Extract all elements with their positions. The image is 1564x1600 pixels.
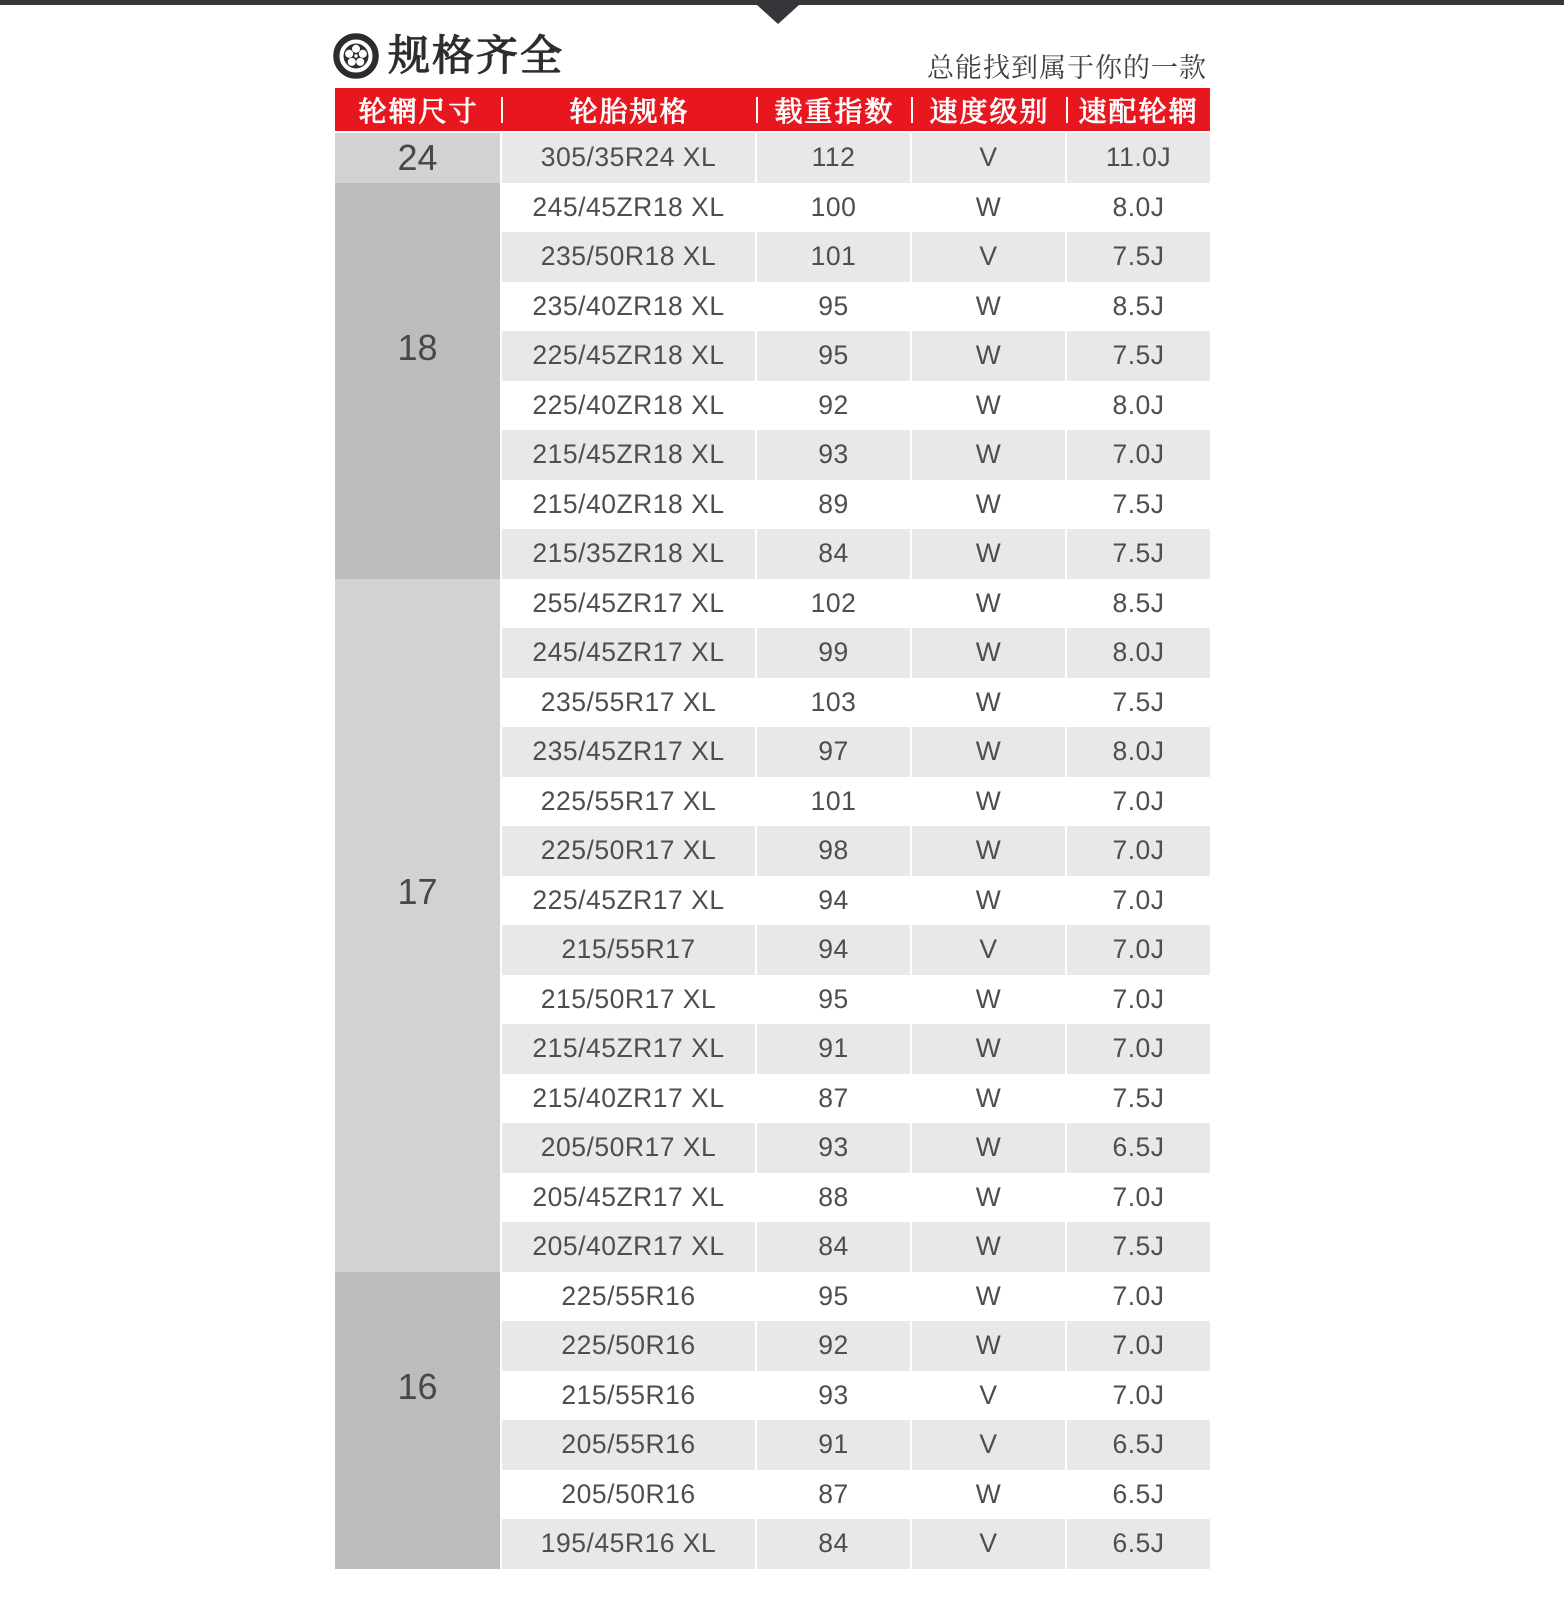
rim-match-cell: 6.5J <box>1067 1470 1210 1520</box>
load-index-cell: 101 <box>757 777 910 827</box>
rim-match-cell: 7.0J <box>1067 975 1210 1025</box>
tire-spec-cell: 215/35ZR18 XL <box>502 529 755 579</box>
speed-rating-cell: W <box>912 331 1065 381</box>
rim-match-cell: 7.5J <box>1067 1222 1210 1272</box>
tire-spec-cell: 215/50R17 XL <box>502 975 755 1025</box>
load-index-cell: 101 <box>757 232 910 282</box>
tire-spec-cell: 205/45ZR17 XL <box>502 1173 755 1223</box>
rim-match-cell: 6.5J <box>1067 1420 1210 1470</box>
load-index-cell: 95 <box>757 331 910 381</box>
tire-spec-cell: 235/55R17 XL <box>502 678 755 728</box>
load-index-cell: 91 <box>757 1420 910 1470</box>
tire-spec-cell: 225/45ZR17 XL <box>502 876 755 926</box>
tire-spec-cell: 205/50R16 <box>502 1470 755 1520</box>
load-index-cell: 91 <box>757 1024 910 1074</box>
speed-rating-cell: V <box>912 232 1065 282</box>
tire-spec-cell: 225/55R17 XL <box>502 777 755 827</box>
rim-match-cell: 7.5J <box>1067 232 1210 282</box>
speed-rating-cell: W <box>912 1272 1065 1322</box>
speed-rating-cell: V <box>912 1371 1065 1421</box>
rim-match-cell: 7.5J <box>1067 331 1210 381</box>
speed-rating-cell: W <box>912 628 1065 678</box>
load-index-cell: 99 <box>757 628 910 678</box>
load-index-cell: 98 <box>757 826 910 876</box>
load-index-cell: 103 <box>757 678 910 728</box>
speed-rating-cell: W <box>912 876 1065 926</box>
rim-match-cell: 7.5J <box>1067 529 1210 579</box>
tire-spec-cell: 225/55R16 <box>502 1272 755 1322</box>
speed-rating-cell: W <box>912 529 1065 579</box>
column-header-speed-rating: 速度级别 <box>912 88 1067 131</box>
column-header-rim-match: 速配轮辋 <box>1067 88 1210 131</box>
table-body <box>335 133 1210 1569</box>
speed-rating-cell: V <box>912 1519 1065 1569</box>
rim-match-cell: 7.0J <box>1067 1024 1210 1074</box>
speed-rating-cell: W <box>912 1173 1065 1223</box>
rim-match-cell: 8.5J <box>1067 282 1210 332</box>
tire-spec-cell: 235/40ZR18 XL <box>502 282 755 332</box>
tire-spec-cell: 245/45ZR17 XL <box>502 628 755 678</box>
load-index-cell: 87 <box>757 1470 910 1520</box>
speed-rating-cell: W <box>912 1074 1065 1124</box>
rim-size-cell: 24 <box>335 133 500 183</box>
speed-rating-cell: V <box>912 1420 1065 1470</box>
tire-spec-cell: 215/45ZR17 XL <box>502 1024 755 1074</box>
speed-rating-cell: W <box>912 579 1065 629</box>
load-index-cell: 100 <box>757 183 910 233</box>
rim-match-cell: 7.0J <box>1067 430 1210 480</box>
rim-match-cell: 11.0J <box>1067 133 1210 183</box>
rim-match-cell: 7.5J <box>1067 1074 1210 1124</box>
load-index-cell: 95 <box>757 282 910 332</box>
tire-spec-cell: 205/50R17 XL <box>502 1123 755 1173</box>
tire-spec-cell: 235/45ZR17 XL <box>502 727 755 777</box>
load-index-cell: 95 <box>757 975 910 1025</box>
tire-spec-cell: 205/55R16 <box>502 1420 755 1470</box>
rim-size-cell: 17 <box>335 579 500 1272</box>
rim-match-cell: 8.0J <box>1067 727 1210 777</box>
tire-spec-cell: 245/45ZR18 XL <box>502 183 755 233</box>
rim-match-cell: 7.5J <box>1067 480 1210 530</box>
speed-rating-cell: W <box>912 183 1065 233</box>
load-index-cell: 84 <box>757 529 910 579</box>
tire-spec-cell: 215/40ZR18 XL <box>502 480 755 530</box>
tire-spec-cell: 195/45R16 XL <box>502 1519 755 1569</box>
down-arrow-icon <box>757 5 799 24</box>
rim-match-cell: 8.5J <box>1067 579 1210 629</box>
rim-match-cell: 6.5J <box>1067 1123 1210 1173</box>
load-index-cell: 92 <box>757 381 910 431</box>
tire-spec-table <box>335 88 1210 1569</box>
load-index-cell: 93 <box>757 430 910 480</box>
section-header <box>333 33 564 79</box>
speed-rating-cell: W <box>912 678 1065 728</box>
speed-rating-cell: W <box>912 282 1065 332</box>
load-index-cell: 97 <box>757 727 910 777</box>
rim-match-cell: 7.0J <box>1067 777 1210 827</box>
speed-rating-cell: W <box>912 480 1065 530</box>
load-index-cell: 84 <box>757 1222 910 1272</box>
tire-spec-cell: 225/45ZR18 XL <box>502 331 755 381</box>
tire-spec-cell: 225/50R16 <box>502 1321 755 1371</box>
column-header-tire-spec: 轮胎规格 <box>502 88 757 131</box>
load-index-cell: 93 <box>757 1123 910 1173</box>
tire-spec-cell: 225/50R17 XL <box>502 826 755 876</box>
speed-rating-cell: V <box>912 133 1065 183</box>
rim-match-cell: 7.0J <box>1067 925 1210 975</box>
load-index-cell: 94 <box>757 925 910 975</box>
tire-spec-cell: 215/45ZR18 XL <box>502 430 755 480</box>
speed-rating-cell: V <box>912 925 1065 975</box>
rim-match-cell: 8.0J <box>1067 628 1210 678</box>
load-index-cell: 87 <box>757 1074 910 1124</box>
speed-rating-cell: W <box>912 975 1065 1025</box>
rim-match-cell: 7.5J <box>1067 678 1210 728</box>
rim-match-cell: 8.0J <box>1067 183 1210 233</box>
load-index-cell: 84 <box>757 1519 910 1569</box>
rim-match-cell: 7.0J <box>1067 876 1210 926</box>
column-header-load-index: 载重指数 <box>757 88 912 131</box>
rim-match-cell: 7.0J <box>1067 826 1210 876</box>
table-header-row <box>335 88 1210 131</box>
rim-size-cell: 16 <box>335 1272 500 1569</box>
column-header-rim-size: 轮辋尺寸 <box>358 95 479 127</box>
load-index-cell: 92 <box>757 1321 910 1371</box>
tire-spec-cell: 205/40ZR17 XL <box>502 1222 755 1272</box>
speed-rating-cell: W <box>912 381 1065 431</box>
tire-spec-cell: 215/40ZR17 XL <box>502 1074 755 1124</box>
speed-rating-cell: W <box>912 777 1065 827</box>
rim-match-cell: 7.0J <box>1067 1371 1210 1421</box>
rim-match-cell: 7.0J <box>1067 1173 1210 1223</box>
load-index-cell: 88 <box>757 1173 910 1223</box>
load-index-cell: 93 <box>757 1371 910 1421</box>
tire-spec-cell: 235/50R18 XL <box>502 232 755 282</box>
tire-spec-cell: 225/40ZR18 XL <box>502 381 755 431</box>
tire-spec-cell: 215/55R17 <box>502 925 755 975</box>
rim-match-cell: 6.5J <box>1067 1519 1210 1569</box>
load-index-cell: 89 <box>757 480 910 530</box>
rim-size-cell: 18 <box>335 183 500 579</box>
speed-rating-cell: W <box>912 1321 1065 1371</box>
rim-match-cell: 7.0J <box>1067 1272 1210 1322</box>
rim-match-cell: 8.0J <box>1067 381 1210 431</box>
speed-rating-cell: W <box>912 727 1065 777</box>
load-index-cell: 112 <box>757 133 910 183</box>
speed-rating-cell: W <box>912 430 1065 480</box>
tire-spec-cell: 215/55R16 <box>502 1371 755 1421</box>
load-index-cell: 95 <box>757 1272 910 1322</box>
tire-spec-cell: 255/45ZR17 XL <box>502 579 755 629</box>
speed-rating-cell: W <box>912 1123 1065 1173</box>
rim-match-cell: 7.0J <box>1067 1321 1210 1371</box>
speed-rating-cell: W <box>912 1222 1065 1272</box>
load-index-cell: 102 <box>757 579 910 629</box>
section-subtitle: 总能找到属于你的一款 <box>927 53 1207 83</box>
speed-rating-cell: W <box>912 1024 1065 1074</box>
tire-spec-cell: 305/35R24 XL <box>502 133 755 183</box>
speed-rating-cell: W <box>912 1470 1065 1520</box>
load-index-cell: 94 <box>757 876 910 926</box>
page-title: 规格齐全 <box>388 32 565 79</box>
speed-rating-cell: W <box>912 826 1065 876</box>
wheel-icon <box>333 33 379 79</box>
